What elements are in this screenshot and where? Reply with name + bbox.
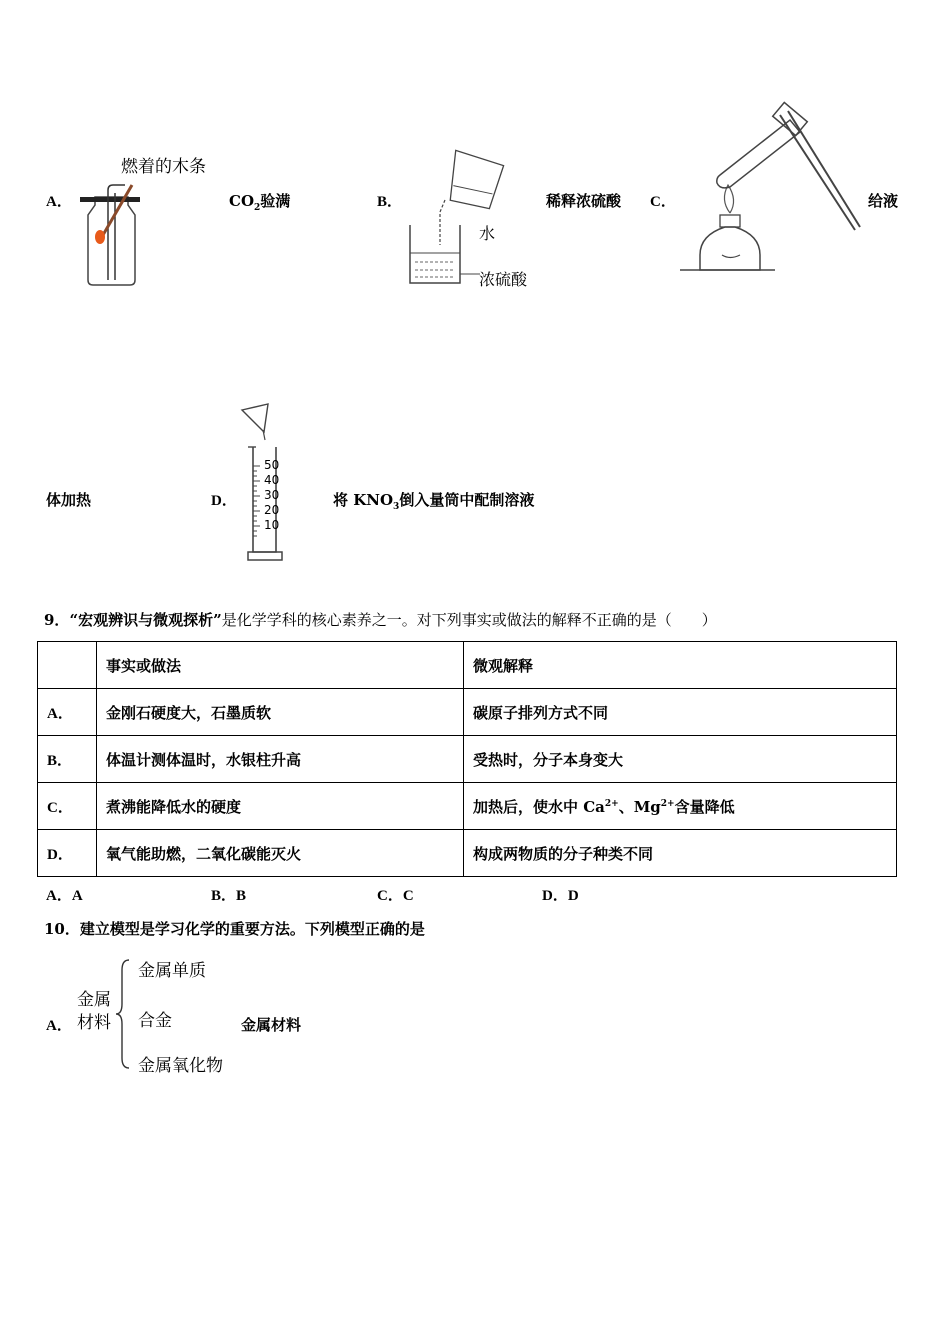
q9-stem — [44, 609, 717, 630]
q10-branch: 金属氧化物 — [138, 1056, 223, 1076]
q10-stem — [44, 918, 425, 939]
q10-optA-letter: A． — [46, 1018, 72, 1034]
table-row — [38, 689, 897, 736]
optC-letter: C． — [650, 194, 676, 210]
row-fact: 体温计测体温时，水银柱升高 — [97, 736, 464, 783]
row-fact: 氧气能助燃，二氧化碳能灭火 — [97, 830, 464, 877]
row-explain: 受热时，分子本身变大 — [464, 736, 897, 783]
q10-branch: 合金 — [138, 1011, 172, 1031]
q9-choice-c[interactable]: C．C — [377, 888, 414, 904]
tick-label: 50 — [264, 458, 280, 472]
q9-table — [37, 641, 897, 877]
q10-optA-root — [77, 989, 111, 1035]
header-cell: 事实或做法 — [97, 642, 464, 689]
row-explain: 构成两物质的分子种类不同 — [464, 830, 897, 877]
row-explain: 加热后，使水中 $Ca^{2+}$、$Mg^{2+}$含量降低 — [464, 783, 897, 830]
tick-label: 20 — [264, 503, 280, 517]
optD-label: 将 $KNO_3$倒入量筒中配制溶液 — [333, 491, 535, 512]
q9-number: 9． — [44, 611, 70, 629]
optB-acid-annotation: 浓硫酸 — [479, 270, 528, 289]
q10-optA-label: 金属材料 — [241, 1016, 302, 1034]
optC-label-part2: 体加热 — [46, 491, 92, 509]
q9-stem-bold: “宏观辨识与微观探析” — [69, 611, 222, 629]
row-fact: 金刚石硬度大，石墨质软 — [97, 689, 464, 736]
row-label: B． — [38, 736, 97, 783]
test-tube-heating-illustration — [680, 105, 865, 275]
row-fact: 煮沸能降低水的硬度 — [97, 783, 464, 830]
optB-water-annotation: 水 — [479, 224, 496, 243]
q10-stem-text: 建立模型是学习化学的重要方法。下列模型正确的是 — [79, 920, 425, 938]
table-row — [38, 783, 897, 830]
q9-stem-rest: 是化学学科的核心素养之一。对下列事实或做法的解释不正确的是（ ） — [221, 611, 717, 629]
table-row — [38, 736, 897, 783]
header-cell — [38, 642, 97, 689]
row-label: A． — [38, 689, 97, 736]
q10-number: 10． — [44, 920, 80, 938]
optB-label: 稀释浓硫酸 — [546, 192, 622, 210]
tick-label: 40 — [264, 473, 280, 487]
table-header-row — [38, 642, 897, 689]
optA-letter: A． — [46, 194, 72, 210]
curly-brace-icon — [113, 958, 135, 1070]
co2-bottle-illustration — [70, 175, 145, 290]
cylinder-tick-labels — [264, 458, 279, 533]
row-explain: 碳原子排列方式不同 — [464, 689, 897, 736]
optD-letter: D． — [211, 493, 237, 509]
root-line: 金属 — [77, 990, 111, 1010]
table-row — [38, 830, 897, 877]
root-line: 材料 — [77, 1013, 111, 1033]
q10-branch: 金属单质 — [138, 961, 206, 981]
row-label: C． — [38, 783, 97, 830]
row-label: D． — [38, 830, 97, 877]
optB-letter: B． — [377, 194, 403, 210]
tick-label: 10 — [264, 518, 280, 532]
optC-label-part1: 给液 — [868, 192, 899, 210]
q9-choice-a[interactable]: A．A — [46, 888, 83, 904]
q9-choice-d[interactable]: D．D — [542, 888, 579, 904]
optA-caption: 燃着的木条 — [121, 157, 206, 177]
header-cell: 微观解释 — [464, 642, 897, 689]
tick-label: 30 — [264, 488, 280, 502]
q9-choice-b[interactable]: B．B — [211, 888, 247, 904]
optA-label: $CO_2$验满 — [229, 192, 291, 213]
